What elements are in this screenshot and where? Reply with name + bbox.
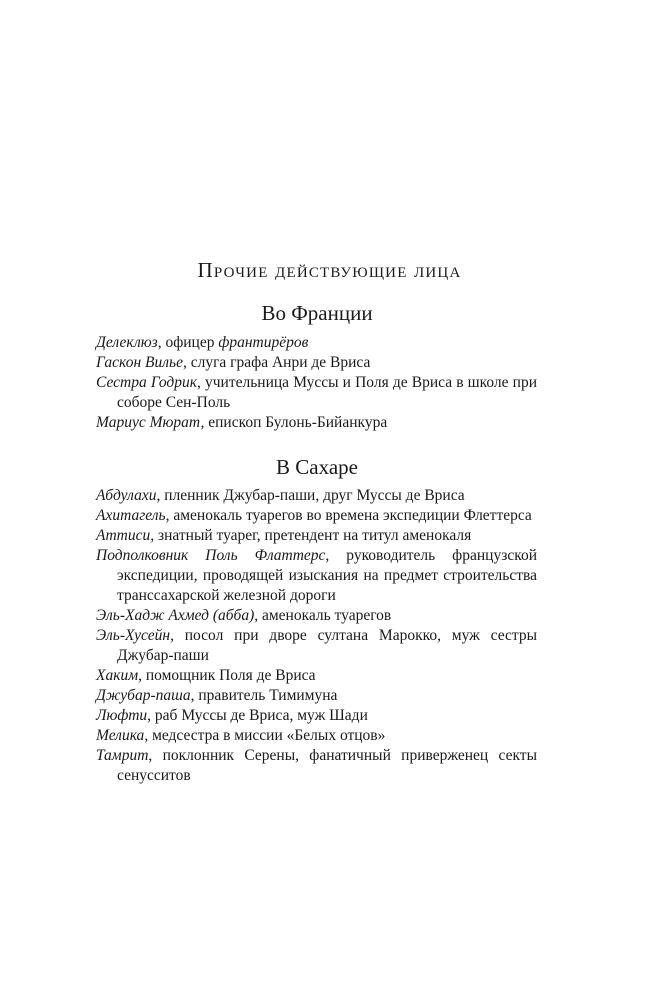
character-name: Мариус Мюрат, (96, 414, 205, 431)
character-entry (96, 373, 537, 413)
character-list-france (96, 333, 537, 433)
character-entry (96, 353, 537, 373)
character-description: аменокаль туарегов во времена экспедиции Флеттерса (169, 507, 532, 524)
entry-separator: , (144, 727, 149, 744)
entry-separator: , (170, 627, 174, 644)
character-description: посол при дворе султана Марокко, муж сестры Джубар-паши (117, 627, 537, 664)
character-name: Ахитагель (96, 507, 166, 524)
character-name: Делеклюз (96, 334, 158, 351)
character-description: правитель Тимимуна (194, 687, 338, 704)
character-entry (96, 506, 537, 526)
character-description: учительница Муссы и Поля де Вриса в школе при соборе Сен-Поль (117, 374, 537, 411)
character-entry (96, 413, 537, 433)
character-entry (96, 706, 537, 726)
character-name: Эль-Хусейн (96, 627, 171, 644)
character-description: знатный туарег, претендент на титул аменокаля (154, 527, 472, 544)
character-entry (96, 666, 537, 686)
entry-separator: , (148, 747, 153, 764)
entry-separator: , (190, 687, 195, 704)
entry-separator: , (182, 354, 187, 371)
character-name: Сестра Годрик (96, 374, 197, 391)
character-description: помощник Поля де Вриса (142, 667, 316, 684)
character-name: Мелика (96, 727, 145, 744)
entry-separator: , (165, 507, 170, 524)
character-description-emphasis: франтирёров (218, 334, 309, 351)
character-entry (96, 746, 537, 786)
character-description: аменокаль туарегов (258, 607, 392, 624)
character-name: Хаким (96, 667, 139, 684)
character-entry (96, 726, 537, 746)
character-entry (96, 486, 537, 506)
character-entry (96, 526, 537, 546)
character-list-sahara (96, 486, 537, 786)
page-title: Прочие действующие лица (197, 258, 462, 282)
character-entry (96, 606, 537, 626)
entry-separator: , (156, 487, 161, 504)
character-entry (96, 546, 537, 606)
character-description: пленник Джубар-паши, друг Муссы де Вриса (160, 487, 465, 504)
character-description: руководитель французской экспедиции, проводящей изыскания на предмет строительства транссахарской железной дороги (117, 547, 537, 604)
character-entry (96, 333, 537, 353)
character-description: медсестра в миссии «Белых отцов» (148, 727, 386, 744)
character-name: Подполковник Поль Флаттерс (96, 547, 326, 564)
entry-separator: , (147, 707, 152, 724)
character-name: Люфти (96, 707, 148, 724)
character-name: Гаскон Вилье (96, 354, 183, 371)
entry-separator: , (138, 667, 142, 684)
section-heading-sahara: В Сахаре (276, 455, 358, 479)
character-name: Тамрит (96, 747, 149, 764)
character-entry (96, 686, 537, 706)
character-description: офицер (161, 334, 219, 351)
entry-separator: , (325, 547, 330, 564)
character-description: епископ Булонь-Бийанкура (204, 414, 388, 431)
entry-separator: , (196, 374, 201, 391)
character-name: Джубар-паша (96, 687, 191, 704)
section-heading-france: Во Франции (261, 301, 373, 325)
character-description: поклонник Серены, фанатичный приверженец секты сенусситов (117, 747, 537, 784)
character-entry (96, 626, 537, 666)
entry-separator: , (254, 607, 259, 624)
entry-separator: , (157, 334, 162, 351)
character-description: слуга графа Анри де Вриса (186, 354, 371, 371)
character-name: Эль-Хадж Ахмед (абба) (96, 607, 255, 624)
entry-separator: , (150, 527, 155, 544)
character-name: Абдулахи (96, 487, 157, 504)
character-description: раб Муссы де Вриса, муж Шади (151, 707, 368, 724)
character-name: Аттиси (96, 527, 151, 544)
